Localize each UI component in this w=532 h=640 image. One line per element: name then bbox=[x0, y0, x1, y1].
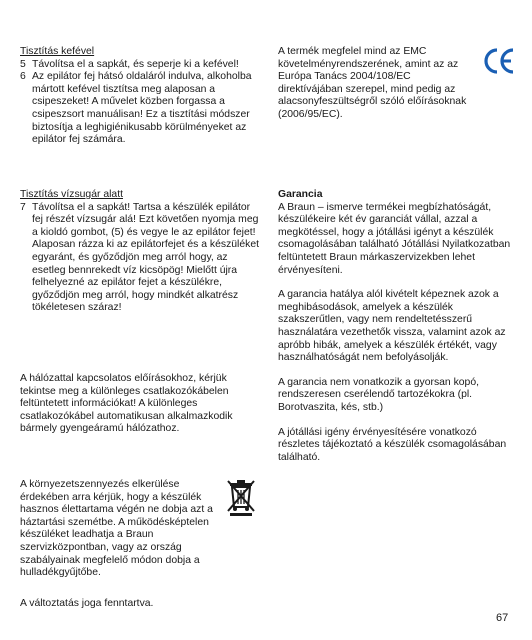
warranty-section bbox=[278, 189, 518, 464]
emc-note: A termék megfelel mind az EMC követelményrendszerének, amint az az Európa Tanács 2004/108/EC direktívájában szerepel, mind pedig az alacsonyfeszültségről szóló előírásoknak (2006/95/EC). bbox=[278, 46, 467, 120]
page-number: 67 bbox=[496, 612, 509, 624]
step-text: Az epilátor fej hátsó oldaláról indulva, alkoholba mártott kefével tisztítsa meg alaposan a csipeszeket! A művelet közben forgassa a csipeszsort manuálisan! Ez a tisztítási módszer biztosítja a leghigiénikusabb körülményeket az epilátor fej számára. bbox=[32, 71, 252, 146]
step-text: Távolítsa el a sapkát, és seperje ki a kefével! bbox=[32, 58, 239, 70]
step-7 bbox=[20, 202, 260, 315]
change-reserved-note: A változtatás joga fenntartva. bbox=[20, 598, 154, 609]
warranty-paragraph-3: A garancia nem vonatkozik a gyorsan kopó, rendszeresen cserélendő tartozékokra (pl. Borotvaszita, kés, stb.) bbox=[278, 376, 480, 413]
warranty-paragraph-2: A garancia hatálya alól kivételt képeznek azok a meghibásodások, amelyek a készülék szakszerűtlen, vagy nem rendeltetésszerű használatára vezethetők vissza, valamint azok az apróbb hibák, amelyek a készülék értékét, vagy használhatóságát nem befolyásolják. bbox=[278, 289, 506, 364]
step-number: 7 bbox=[20, 201, 26, 213]
mains-note: A hálózattal kapcsolatos előírásokhoz, kérjük tekintse meg a különleges csatlakozókábelen feltüntetett információkat! A különleges csatlakozókábel automatikusan alkalmazkodik bármely gyengeáramú hálózathoz. bbox=[20, 373, 233, 435]
step-number: 6 bbox=[20, 71, 26, 83]
warranty-title: Garancia bbox=[278, 189, 323, 200]
water-cleaning-section bbox=[20, 189, 260, 315]
head-cleaning-title: Tisztítás kefével bbox=[20, 46, 95, 57]
environment-note: A környezetszennyezés elkerülése érdekében arra kérjük, hogy a készülék hasznos élettartama végén ne dobja azt a háztartási szemétbe. A működésképtelen készüléket leadhatja a Braun szervizközpontban, vagy az ország szabályainak megfelelő módon dobja a hulladékgyűjtőbe. bbox=[20, 479, 213, 579]
ce-mark-icon bbox=[482, 46, 516, 76]
step-number: 5 bbox=[20, 58, 26, 70]
step-6 bbox=[20, 71, 260, 147]
weee-bin-icon bbox=[226, 477, 256, 517]
water-cleaning-title: Tisztítás vízsugár alatt bbox=[20, 189, 123, 200]
step-text: Távolítsa el a sapkát! Tartsa a készülék epilátor fej részét vízsugár alá! Ezt követően nyomja meg a kioldó gombot, (5) és vegye le az epilátor fejet! Alaposan rázza ki az epilátorfejet és a készüléket egyaránt, és győződjön meg arról hogy, az esetleg bennrekedt víz kicsöpög! Mielőtt újra felhelyezné az epilátor fejet a készülékre, győződjön meg arról, hogy mindkét alkatrész tökéletesen száraz! bbox=[32, 201, 259, 314]
warranty-paragraph-1: A Braun – ismerve termékei megbízhatóságát, készülékeire két év garanciát vállal, azzal a megkötéssel, hogy a jótállási igényt a készülék csomagolásában található Jótállási Nyilatkozatban feltüntetett Braun márkaszervizekben lehet érvényesíteni. bbox=[278, 201, 511, 276]
left-column bbox=[20, 46, 260, 147]
warranty-paragraph-4: A jótállási igény érvényesítésére vonatkozó részletes tájékoztató a készülék csomagolásában található. bbox=[278, 426, 507, 463]
step-5 bbox=[20, 59, 260, 72]
